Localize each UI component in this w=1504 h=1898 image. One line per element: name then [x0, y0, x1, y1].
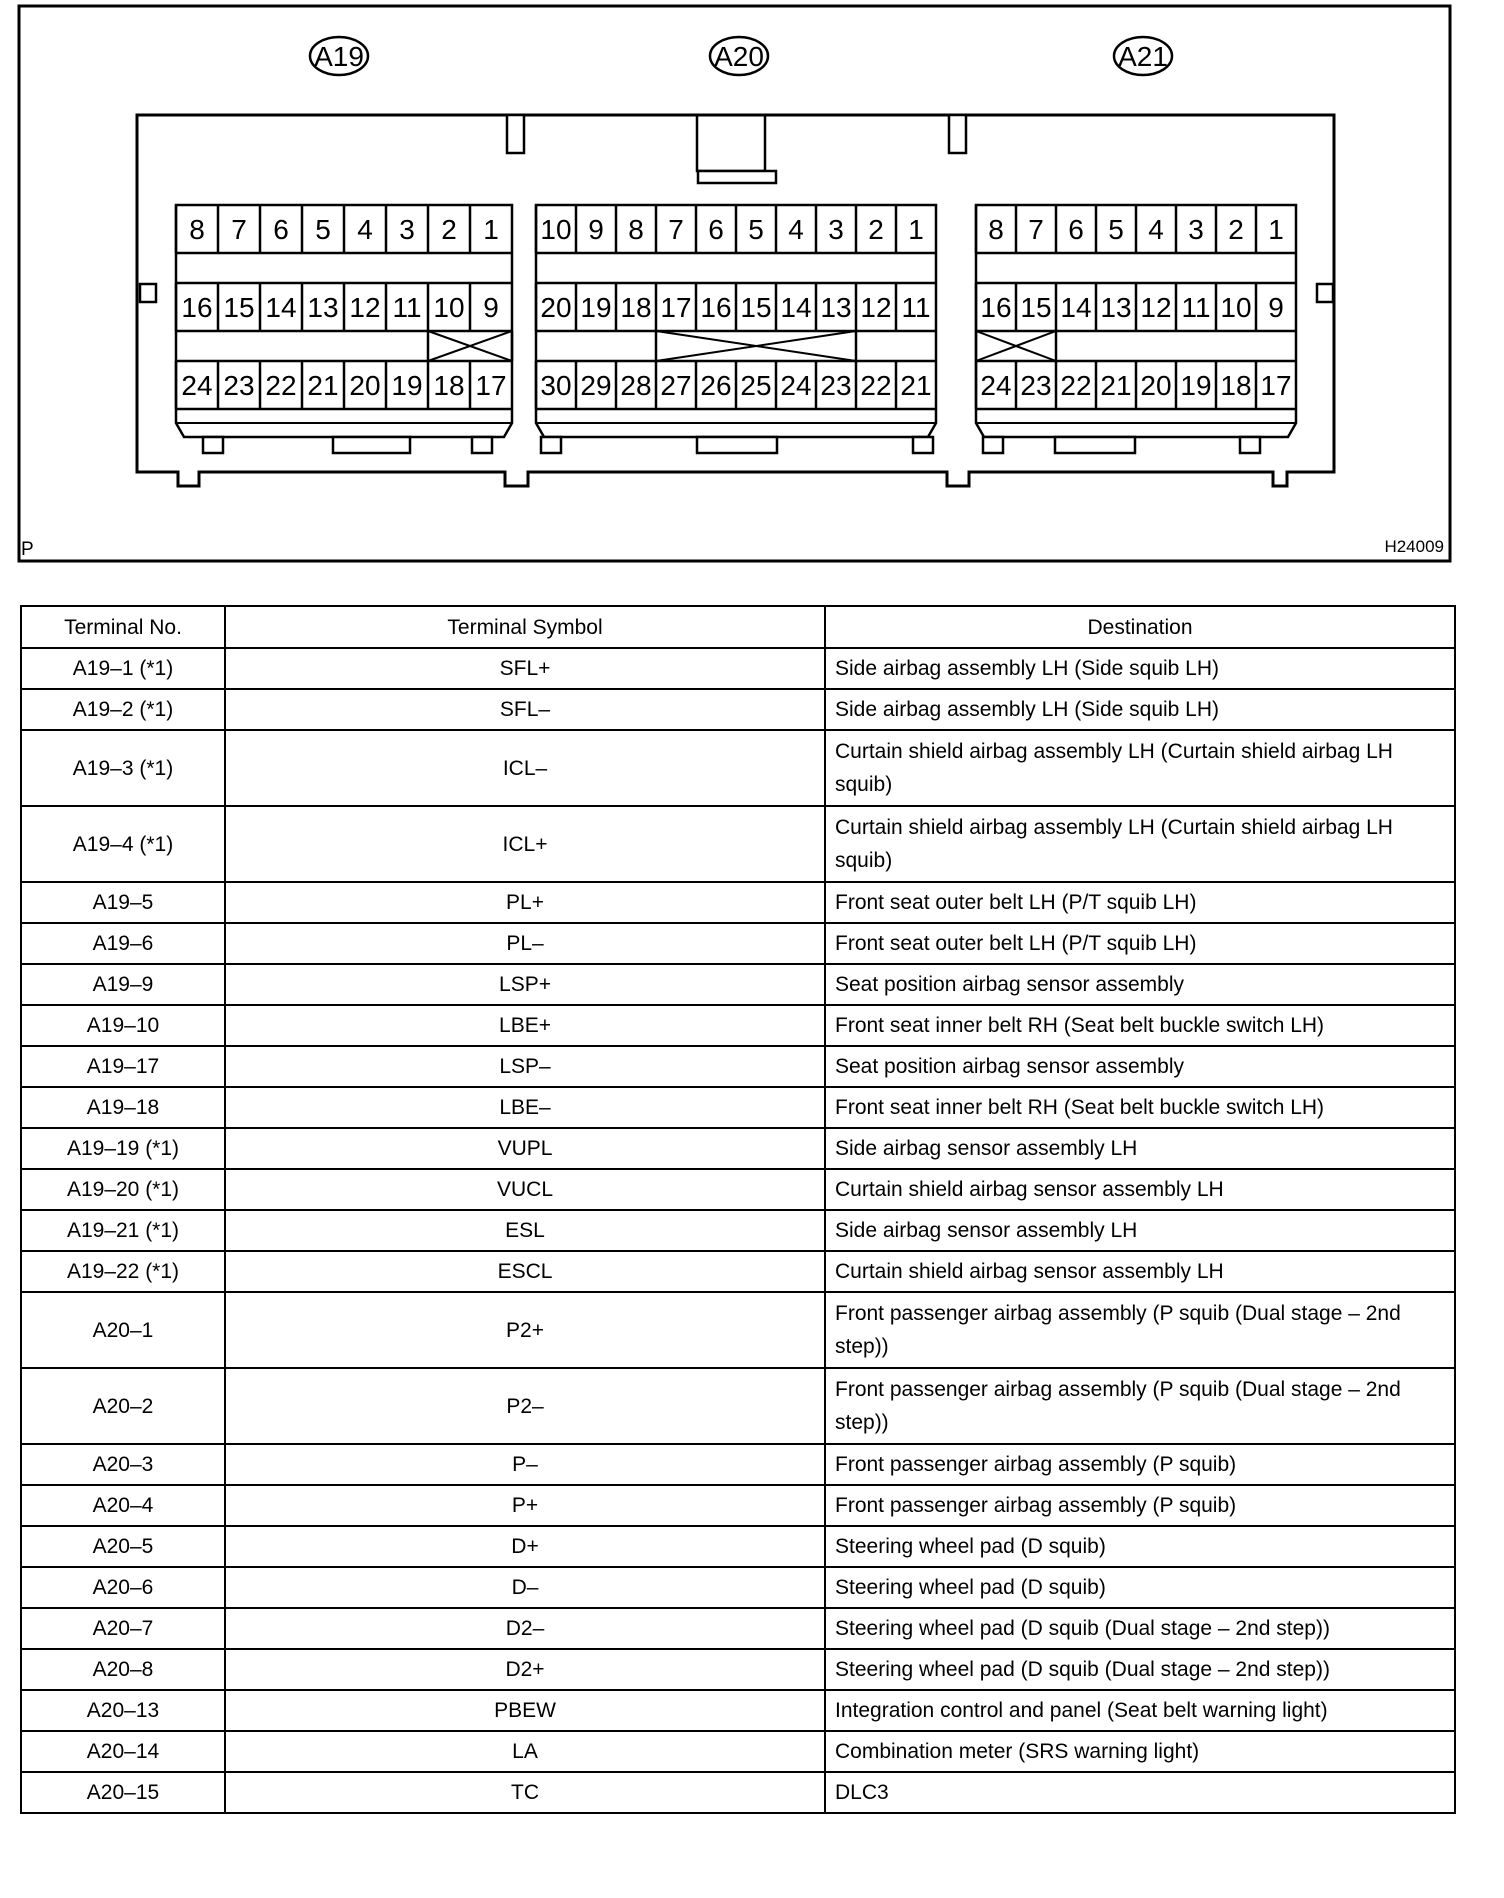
terminal-number: 2: [868, 214, 884, 245]
destination-cell: Front passenger airbag assembly (P squib): [825, 1444, 1455, 1485]
destination-cell: Front seat outer belt LH (P/T squib LH): [825, 882, 1455, 923]
table-row: [21, 1772, 1455, 1813]
terminal-number: 4: [1148, 214, 1164, 245]
terminal-no-cell: A19–2 (*1): [21, 689, 225, 730]
table-row: [21, 882, 1455, 923]
header-terminal-symbol: Terminal Symbol: [225, 606, 825, 648]
table-row: [21, 1649, 1455, 1690]
table-row: [21, 1368, 1455, 1444]
terminal-number: 1: [1268, 214, 1284, 245]
housing-tab-center-base: [698, 171, 776, 183]
terminal-number: 24: [980, 370, 1012, 401]
housing-side-tab-left: [140, 284, 156, 302]
table-row: [21, 1128, 1455, 1169]
destination-cell: Curtain shield airbag assembly LH (Curtain shield airbag LH squib): [825, 806, 1455, 882]
terminal-no-cell: A19–6: [21, 923, 225, 964]
terminal-symbol-cell: D–: [225, 1567, 825, 1608]
table-row: [21, 1210, 1455, 1251]
terminal-table: [20, 605, 1456, 1814]
terminal-number: 12: [1140, 292, 1172, 323]
destination-cell: Side airbag sensor assembly LH: [825, 1210, 1455, 1251]
terminal-number: 16: [181, 292, 213, 323]
terminal-number: 22: [265, 370, 297, 401]
housing-side-tab-right: [1317, 284, 1333, 302]
terminal-number: 15: [740, 292, 772, 323]
terminal-no-cell: A19–21 (*1): [21, 1210, 225, 1251]
header-terminal-no: Terminal No.: [21, 606, 225, 648]
terminal-number: 9: [588, 214, 604, 245]
terminal-no-cell: A20–14: [21, 1731, 225, 1772]
terminal-symbol-cell: D2–: [225, 1608, 825, 1649]
terminal-number: 22: [1060, 370, 1092, 401]
terminal-number: 10: [1220, 292, 1252, 323]
destination-cell: Side airbag assembly LH (Side squib LH): [825, 689, 1455, 730]
terminal-number: 8: [189, 214, 205, 245]
terminal-symbol-cell: LSP+: [225, 964, 825, 1005]
terminal-no-cell: A20–5: [21, 1526, 225, 1567]
terminal-no-cell: A20–3: [21, 1444, 225, 1485]
terminal-number: 14: [265, 292, 297, 323]
table-row: [21, 1169, 1455, 1210]
destination-cell: Front seat inner belt RH (Seat belt buckle switch LH): [825, 1005, 1455, 1046]
header-destination: Destination: [825, 606, 1455, 648]
terminal-symbol-cell: P2–: [225, 1368, 825, 1444]
terminal-number: 29: [580, 370, 612, 401]
connector-a20: [536, 37, 936, 453]
destination-cell: Curtain shield airbag sensor assembly LH: [825, 1169, 1455, 1210]
connector-base-tab: [1240, 437, 1260, 453]
terminal-number: 23: [1020, 370, 1052, 401]
terminal-number: 4: [788, 214, 804, 245]
terminal-number: 17: [660, 292, 692, 323]
terminal-no-cell: A19–1 (*1): [21, 648, 225, 689]
terminal-no-cell: A19–19 (*1): [21, 1128, 225, 1169]
terminal-number: 5: [748, 214, 764, 245]
terminal-symbol-cell: VUCL: [225, 1169, 825, 1210]
terminal-symbol-cell: ESCL: [225, 1251, 825, 1292]
terminal-number: 12: [349, 292, 381, 323]
terminal-number: 28: [620, 370, 652, 401]
terminal-symbol-cell: LSP–: [225, 1046, 825, 1087]
terminal-no-cell: A19–10: [21, 1005, 225, 1046]
connector-label: A19: [314, 41, 364, 72]
table-row: [21, 1567, 1455, 1608]
destination-cell: Side airbag assembly LH (Side squib LH): [825, 648, 1455, 689]
terminal-symbol-cell: LA: [225, 1731, 825, 1772]
table-row: [21, 730, 1455, 806]
terminal-symbol-cell: P+: [225, 1485, 825, 1526]
terminal-number: 30: [540, 370, 572, 401]
table-row: [21, 1292, 1455, 1368]
table-row: [21, 1731, 1455, 1772]
table-header-row: [21, 606, 1455, 648]
terminal-number: 25: [740, 370, 772, 401]
connector-base-tab: [472, 437, 492, 453]
terminal-number: 21: [1100, 370, 1132, 401]
terminal-no-cell: A19–22 (*1): [21, 1251, 225, 1292]
table-row: [21, 689, 1455, 730]
terminal-symbol-cell: D2+: [225, 1649, 825, 1690]
terminal-symbol-cell: TC: [225, 1772, 825, 1813]
terminal-no-cell: A19–9: [21, 964, 225, 1005]
terminal-no-cell: A19–20 (*1): [21, 1169, 225, 1210]
destination-cell: Steering wheel pad (D squib (Dual stage – 2nd step)): [825, 1608, 1455, 1649]
terminal-symbol-cell: LBE+: [225, 1005, 825, 1046]
connector-base-tab: [333, 437, 410, 453]
terminal-number: 17: [1260, 370, 1292, 401]
terminal-number: 24: [780, 370, 812, 401]
destination-cell: Combination meter (SRS warning light): [825, 1731, 1455, 1772]
terminal-no-cell: A19–17: [21, 1046, 225, 1087]
corner-label-left: P: [21, 539, 34, 560]
terminal-number: 6: [1068, 214, 1084, 245]
table-row: [21, 1526, 1455, 1567]
connector-base-tab: [1055, 437, 1135, 453]
table-row: [21, 1690, 1455, 1731]
terminal-symbol-cell: SFL–: [225, 689, 825, 730]
terminal-number: 23: [223, 370, 255, 401]
terminal-number: 15: [223, 292, 255, 323]
terminal-symbol-cell: VUPL: [225, 1128, 825, 1169]
terminal-number: 18: [1220, 370, 1252, 401]
terminal-no-cell: A19–5: [21, 882, 225, 923]
table-row: [21, 1087, 1455, 1128]
terminal-number: 19: [1180, 370, 1212, 401]
connector-a21: [976, 37, 1296, 453]
destination-cell: DLC3: [825, 1772, 1455, 1813]
destination-cell: Front passenger airbag assembly (P squib (Dual stage – 2nd step)): [825, 1292, 1455, 1368]
terminal-no-cell: A20–13: [21, 1690, 225, 1731]
housing-tab-right: [949, 115, 966, 153]
terminal-no-cell: A19–18: [21, 1087, 225, 1128]
housing-tab-left: [507, 115, 524, 153]
terminal-number: 24: [181, 370, 213, 401]
terminal-number: 10: [433, 292, 465, 323]
connector-base-tab: [697, 437, 777, 453]
destination-cell: Integration control and panel (Seat belt warning light): [825, 1690, 1455, 1731]
housing-tab-center: [697, 115, 765, 171]
terminal-number: 12: [860, 292, 892, 323]
terminal-no-cell: A19–4 (*1): [21, 806, 225, 882]
terminal-number: 13: [1100, 292, 1132, 323]
connector-label: A21: [1118, 41, 1168, 72]
connector-base-tab: [983, 437, 1003, 453]
terminal-no-cell: A20–6: [21, 1567, 225, 1608]
connector-base-tab: [913, 437, 933, 453]
terminal-no-cell: A20–1: [21, 1292, 225, 1368]
terminal-symbol-cell: ICL–: [225, 730, 825, 806]
terminal-symbol-cell: PL+: [225, 882, 825, 923]
terminal-no-cell: A20–8: [21, 1649, 225, 1690]
destination-cell: Front seat outer belt LH (P/T squib LH): [825, 923, 1455, 964]
table-row: [21, 1608, 1455, 1649]
table-row: [21, 806, 1455, 882]
terminal-number: 9: [1268, 292, 1284, 323]
destination-cell: Steering wheel pad (D squib (Dual stage – 2nd step)): [825, 1649, 1455, 1690]
terminal-number: 3: [1188, 214, 1204, 245]
terminal-number: 16: [980, 292, 1012, 323]
terminal-number: 7: [231, 214, 247, 245]
connector-base-tab: [541, 437, 561, 453]
terminal-no-cell: A20–15: [21, 1772, 225, 1813]
destination-cell: Steering wheel pad (D squib): [825, 1526, 1455, 1567]
terminal-number: 5: [315, 214, 331, 245]
corner-label-right: H24009: [1384, 537, 1444, 556]
terminal-number: 20: [1140, 370, 1172, 401]
destination-cell: Front seat inner belt RH (Seat belt buckle switch LH): [825, 1087, 1455, 1128]
destination-cell: Seat position airbag sensor assembly: [825, 1046, 1455, 1087]
terminal-number: 2: [441, 214, 457, 245]
table-row: [21, 648, 1455, 689]
terminal-number: 18: [433, 370, 465, 401]
connector-diagram: [0, 0, 1504, 590]
destination-cell: Front passenger airbag assembly (P squib): [825, 1485, 1455, 1526]
terminal-number: 19: [391, 370, 423, 401]
terminal-symbol-cell: SFL+: [225, 648, 825, 689]
terminal-number: 14: [1060, 292, 1092, 323]
table-row: [21, 1444, 1455, 1485]
terminal-number: 1: [483, 214, 499, 245]
table-row: [21, 1005, 1455, 1046]
terminal-number: 7: [668, 214, 684, 245]
terminal-number: 13: [820, 292, 852, 323]
terminal-symbol-cell: P2+: [225, 1292, 825, 1368]
terminal-number: 7: [1028, 214, 1044, 245]
terminal-number: 23: [820, 370, 852, 401]
destination-cell: Curtain shield airbag assembly LH (Curtain shield airbag LH squib): [825, 730, 1455, 806]
terminal-number: 17: [475, 370, 507, 401]
terminal-number: 5: [1108, 214, 1124, 245]
terminal-number: 6: [708, 214, 724, 245]
terminal-symbol-cell: PL–: [225, 923, 825, 964]
terminal-number: 2: [1228, 214, 1244, 245]
terminal-number: 22: [860, 370, 892, 401]
terminal-number: 8: [988, 214, 1004, 245]
terminal-number: 10: [540, 214, 572, 245]
terminal-symbol-cell: ESL: [225, 1210, 825, 1251]
terminal-number: 11: [901, 292, 931, 323]
terminal-number: 3: [828, 214, 844, 245]
destination-cell: Curtain shield airbag sensor assembly LH: [825, 1251, 1455, 1292]
terminal-no-cell: A19–3 (*1): [21, 730, 225, 806]
terminal-symbol-cell: ICL+: [225, 806, 825, 882]
table-row: [21, 1485, 1455, 1526]
terminal-number: 19: [580, 292, 612, 323]
terminal-number: 11: [392, 292, 422, 323]
terminal-symbol-cell: PBEW: [225, 1690, 825, 1731]
terminal-number: 18: [620, 292, 652, 323]
terminal-number: 21: [307, 370, 339, 401]
terminal-number: 8: [628, 214, 644, 245]
table-row: [21, 1251, 1455, 1292]
terminal-no-cell: A20–7: [21, 1608, 225, 1649]
terminal-number: 27: [660, 370, 692, 401]
connector-a19: [176, 37, 512, 453]
terminal-number: 4: [357, 214, 373, 245]
terminal-number: 1: [908, 214, 924, 245]
terminal-number: 9: [483, 292, 499, 323]
terminal-number: 20: [349, 370, 381, 401]
terminal-number: 20: [540, 292, 572, 323]
terminal-number: 14: [780, 292, 812, 323]
table-row: [21, 923, 1455, 964]
terminal-number: 16: [700, 292, 732, 323]
terminal-number: 15: [1020, 292, 1052, 323]
terminal-no-cell: A20–4: [21, 1485, 225, 1526]
terminal-symbol-cell: D+: [225, 1526, 825, 1567]
terminal-number: 13: [307, 292, 339, 323]
destination-cell: Side airbag sensor assembly LH: [825, 1128, 1455, 1169]
destination-cell: Seat position airbag sensor assembly: [825, 964, 1455, 1005]
terminal-number: 6: [273, 214, 289, 245]
destination-cell: Front passenger airbag assembly (P squib (Dual stage – 2nd step)): [825, 1368, 1455, 1444]
terminal-symbol-cell: LBE–: [225, 1087, 825, 1128]
destination-cell: Steering wheel pad (D squib): [825, 1567, 1455, 1608]
terminal-number: 11: [1181, 292, 1211, 323]
terminal-number: 26: [700, 370, 732, 401]
terminal-number: 3: [399, 214, 415, 245]
terminal-number: 21: [900, 370, 932, 401]
connector-label: A20: [714, 41, 764, 72]
terminal-symbol-cell: P–: [225, 1444, 825, 1485]
table-row: [21, 1046, 1455, 1087]
table-row: [21, 964, 1455, 1005]
connector-base-tab: [203, 437, 223, 453]
terminal-no-cell: A20–2: [21, 1368, 225, 1444]
